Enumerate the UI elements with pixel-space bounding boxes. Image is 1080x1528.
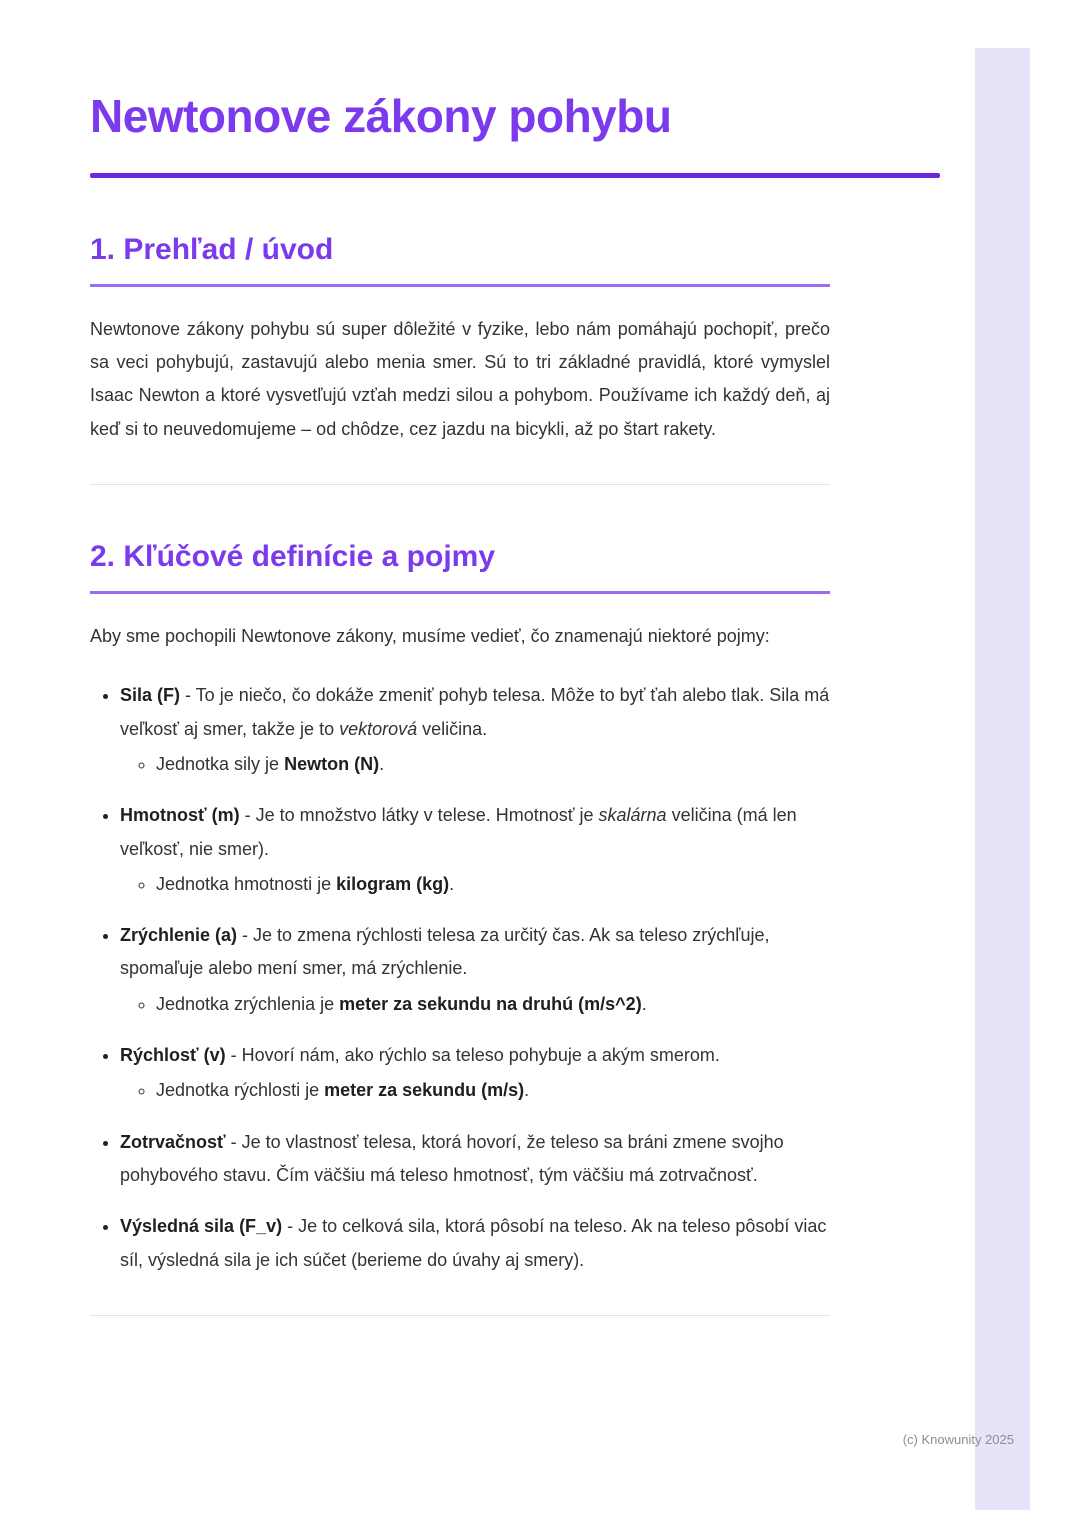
unit-prefix: Jednotka rýchlosti je [156,1080,325,1101]
italic-word: skalárna [598,805,667,826]
section-divider-1 [90,484,830,485]
unit-suffix: . [524,1080,530,1101]
definition-item-zrychlenie [120,919,830,1021]
unit-label: Newton (N) [284,753,380,774]
unit-suffix: . [449,873,455,894]
page-title: Newtonove zákony pohybu [90,90,672,142]
unit-prefix: Jednotka zrýchlenia je [156,993,340,1014]
definitions-list [90,679,830,1276]
unit-suffix: . [641,993,647,1014]
term-description: - To je niečo, čo dokáže zmeniť pohyb telesa. Môže to byť ťah alebo tlak. Sila má veľkosť aj smer, takže je to [120,685,830,739]
overview-heading: 1. Prehľad / úvod [90,232,334,266]
term-label: Sila (F) [120,685,181,706]
definition-item-zotrvacnost [120,1126,830,1193]
overview-paragraph: Newtonove zákony pohybu sú super dôležité v fyzike, lebo nám pomáhajú pochopiť, prečo sa veci pohybujú, zastavujú alebo menia smer. Sú to tri základné pravidlá, ktoré vymyslel Isaac Newton a ktoré vysvetľujú vzťah medzi silou a pohybom. Používame ich každý deň, aj keď si to neuvedomujeme – od chôdze, cez jazdu na bicykli, až po štart rakety. [90,318,830,439]
term-description-tail: veličina. [417,718,488,739]
unit-item [156,868,830,901]
section-definitions [90,539,830,1277]
unit-label: meter za sekundu na druhú (m/s^2) [339,993,642,1014]
unit-label: kilogram (kg) [336,873,450,894]
definition-item-hmotnost [120,799,830,901]
term-description: - Je to zmena rýchlosti telesa za určitý čas. Ak sa teleso zrýchľuje, spomaľuje alebo mení smer, má zrýchlenie. [120,925,770,979]
overview-underline [90,284,830,287]
definitions-underline [90,591,830,594]
italic-word: vektorová [339,718,418,739]
definition-text [120,679,830,746]
term-label: Hmotnosť (m) [120,805,240,826]
definition-item-sila [120,679,830,781]
term-description-tail: veličina (má len veľkosť, nie smer). [120,805,797,859]
unit-sublist [120,1074,830,1107]
definition-text [120,799,830,866]
term-label: Rýchlosť (v) [120,1045,226,1066]
definitions-heading: 2. Kľúčové definície a pojmy [90,540,496,574]
definition-text [120,919,830,986]
unit-suffix: . [379,753,385,774]
section-divider-2 [90,1315,830,1316]
term-label: Zotrvačnosť [120,1131,226,1152]
definition-item-rychlost [120,1039,830,1108]
section-overview [90,232,830,446]
unit-item [156,988,830,1021]
unit-item [156,1074,830,1107]
term-description: - Je to celková sila, ktorá pôsobí na teleso. Ak na teleso pôsobí viac síl, výsledná sila je ich súčet (berieme do úvahy aj smery). [120,1216,827,1270]
definition-item-vysledna-sila [120,1210,830,1277]
unit-sublist [120,748,830,781]
title-underline [90,173,940,178]
term-label: Výsledná sila (F_v) [120,1216,283,1237]
definitions-intro: Aby sme pochopili Newtonove zákony, musíme vedieť, čo znamenajú niektoré pojmy: [90,626,770,647]
term-description: - Je to množstvo látky v telese. Hmotnosť je [239,805,599,826]
unit-prefix: Jednotka hmotnosti je [156,873,337,894]
unit-sublist [120,868,830,901]
unit-item [156,748,830,781]
document-content [90,0,830,1316]
unit-sublist [120,988,830,1021]
definition-text [120,1210,830,1277]
side-accent-bar [975,48,1030,1510]
copyright-note: (c) Knowunity 2025 [902,1432,1014,1447]
term-description: - Je to vlastnosť telesa, ktorá hovorí, že teleso sa bráni zmene svojho pohybového stavu. Čím väčšiu má teleso hmotnosť, tým väčšiu má zotrvačnosť. [120,1131,784,1185]
definition-text [120,1126,830,1193]
unit-prefix: Jednotka sily je [156,753,285,774]
term-description: - Hovorí nám, ako rýchlo sa teleso pohybuje a akým smerom. [225,1045,720,1066]
term-label: Zrýchlenie (a) [120,925,238,946]
unit-label: meter za sekundu (m/s) [324,1080,525,1101]
definition-text [120,1039,830,1072]
